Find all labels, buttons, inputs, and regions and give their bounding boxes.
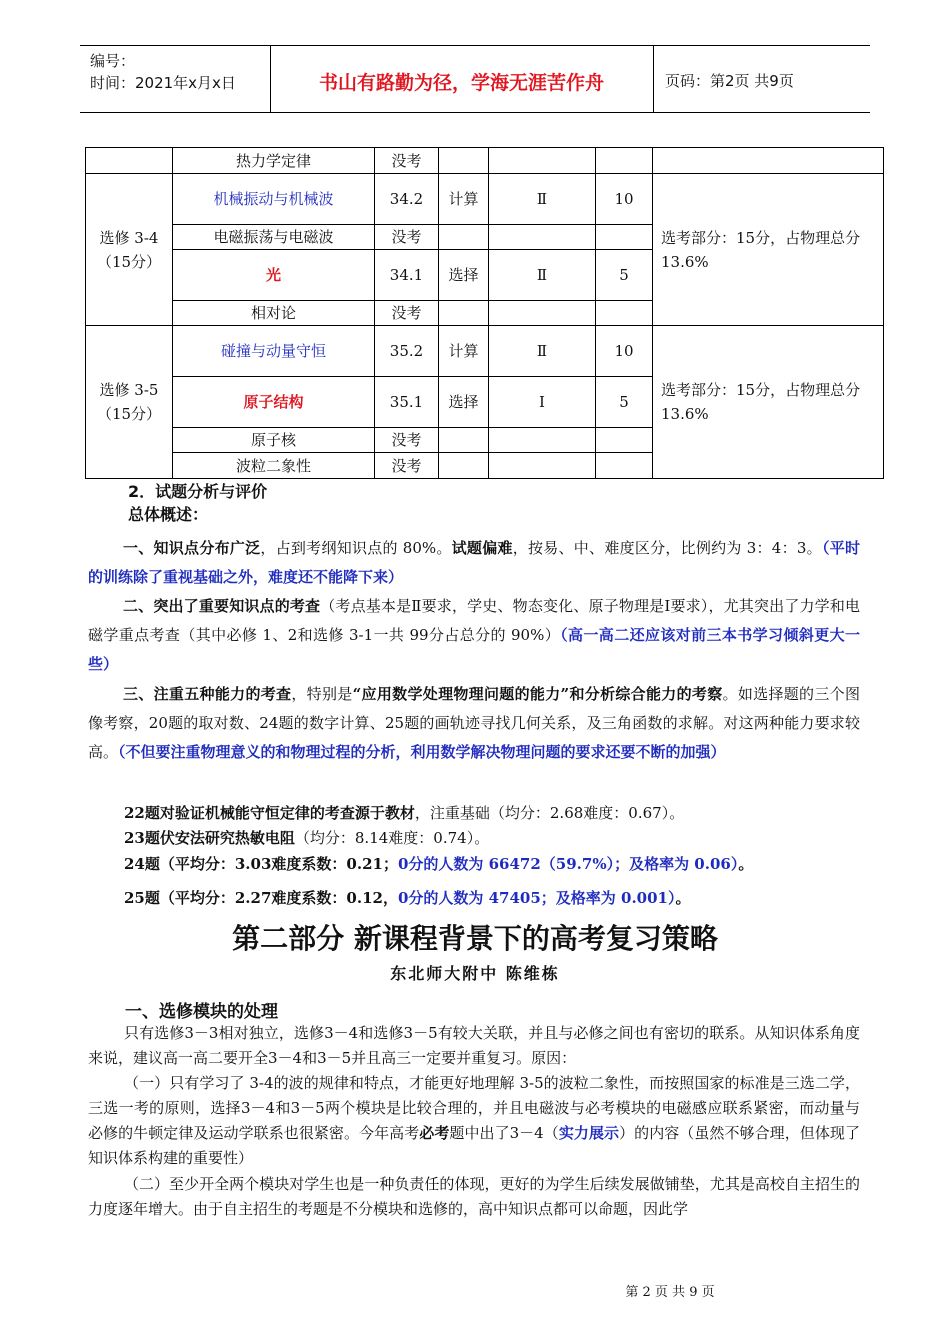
question-22-line: 22题对验证机械能守恒定律的考查源于教材，注重基础（均分：2.68难度：0.67）。: [124, 804, 685, 822]
paragraph: （一）只有学习了 3-4的波的规律和特点，才能更好地理解 3-5的波粒二象性，而按照国家的标准是三选二学，三选一考的原则，选择3－4和3－5两个模块是比较合理的，并且电磁波与必考模块的电磁感应联系紧密，而动量与必修的牛顿定律及运动学联系也很紧密。今年高考必考题中出了3－4（实力展示）的内容（虽然不够合理，但体现了知识体系构建的重要性）: [88, 1074, 860, 1167]
analysis-point-3: 三、注重五种能力的考查，特别是“应用数学处理物理问题的能力”和分析综合能力的考察。如选择题的三个图像考察，20题的取对数、24题的数字计算、25题的画轨迹寻找几何关系，及三角函数的求解。对这两种能力要求较高。（不但要注重物理意义的和物理过程的分析，利用数学解决物理问题的要求还要不断的加强）: [88, 685, 860, 761]
question-number-cell: 没考: [375, 225, 439, 250]
module-cell: 选修 3-4（15分）: [86, 174, 173, 326]
question-number-cell: 没考: [375, 148, 439, 174]
table-row: [86, 326, 884, 377]
header-motto: 书山有路勤为径，学海无涯苦作舟: [318, 72, 604, 94]
question-24-line: 24题（平均分：3.03难度系数：0.21；0分的人数为 66472（59.7%）；及格率为 0.06）。: [124, 855, 754, 873]
topic-cell: 相对论: [173, 301, 375, 326]
time-label: 时间：2021年x月x日: [90, 74, 236, 92]
page-header: [80, 45, 870, 113]
paragraph: 只有选修3－3相对独立，选修3－4和选修3－5有较大关联，并且与必修之间也有密切的联系。从知识体系角度来说，建议高一高二要开全3－4和3－5并且高三一定要并重复习。原因：: [88, 1024, 860, 1067]
subsection-title: 一、选修模块的处理: [125, 1002, 278, 1022]
question-number-cell: 没考: [375, 428, 439, 453]
analysis-point-1: 一、知识点分布广泛，占到考纲知识点的 80%。试题偏难，按易、中、难度区分，比例约为 3：4：3。（平时的训练除了重视基础之外，难度还不能降下来）: [88, 539, 860, 586]
overview-label: 总体概述：: [128, 505, 209, 524]
table-row: [86, 174, 884, 225]
header-divider: [653, 46, 654, 112]
topic-cell: 光: [173, 250, 375, 301]
score-cell: 5: [596, 377, 653, 428]
author-line: 东北师大附中 陈维栋: [390, 964, 560, 983]
question-number-cell: 没考: [375, 453, 439, 479]
analysis-point-2: 二、突出了重要知识点的考查（考点基本是Ⅱ要求，学史、物态变化、原子物理是Ⅰ要求），尤其突出了力学和电磁学重点考查（其中必修 1、2和选修 3-1一共 99分占总分的 90%）（高一高二还应该对前三本书学习倾斜更大一些）: [88, 597, 861, 673]
level-cell: Ⅱ: [489, 174, 596, 225]
question-number-cell: 34.2: [375, 174, 439, 225]
exam-topic-table: [85, 147, 884, 479]
note-cell: 选考部分：15分，占物理总分13.6%: [653, 174, 884, 326]
topic-cell: 电磁振荡与电磁波: [173, 225, 375, 250]
topic-cell: 碰撞与动量守恒: [173, 326, 375, 377]
topic-cell: 波粒二象性: [173, 453, 375, 479]
question-25-line: 25题（平均分：2.27难度系数：0.12，0分的人数为 47405；及格率为 0.001）。: [124, 889, 691, 907]
topic-cell: 原子核: [173, 428, 375, 453]
topic-cell: 原子结构: [173, 377, 375, 428]
part-title: 第二部分 新课程背景下的高考复习策略: [232, 922, 718, 955]
score-cell: 10: [596, 174, 653, 225]
topic-cell: 热力学定律: [173, 148, 375, 174]
level-cell: Ⅱ: [489, 326, 596, 377]
page-footer: 第 2 页 共 9 页: [625, 1285, 715, 1300]
table-row: [86, 148, 884, 174]
topic-cell: 机械振动与机械波: [173, 174, 375, 225]
module-cell: 选修 3-5（15分）: [86, 326, 173, 479]
question-number-cell: 35.1: [375, 377, 439, 428]
note-cell: 选考部分：15分，占物理总分13.6%: [653, 326, 884, 479]
level-cell: Ⅰ: [489, 377, 596, 428]
section-title: 2．试题分析与评价: [128, 482, 268, 501]
header-meta: [90, 50, 236, 94]
question-number-cell: 35.2: [375, 326, 439, 377]
question-type-cell: 计算: [439, 326, 489, 377]
level-cell: Ⅱ: [489, 250, 596, 301]
question-number-cell: 34.1: [375, 250, 439, 301]
question-23-line: 23题伏安法研究热敏电阻（均分：8.14难度：0.74）。: [124, 829, 490, 847]
score-cell: 5: [596, 250, 653, 301]
question-type-cell: 计算: [439, 174, 489, 225]
header-page-label: 页码：第2页 共9页: [665, 72, 794, 90]
question-number-cell: 没考: [375, 301, 439, 326]
code-label: 编号：: [90, 52, 136, 70]
question-type-cell: 选择: [439, 250, 489, 301]
score-cell: 10: [596, 326, 653, 377]
paragraph: （二）至少开全两个模块对学生也是一种负责任的体现，更好的为学生后续发展做铺垫，尤其是高校自主招生的力度逐年增大。由于自主招生的考题是不分模块和选修的，高中知识点都可以命题，因此学: [88, 1175, 860, 1218]
question-type-cell: 选择: [439, 377, 489, 428]
